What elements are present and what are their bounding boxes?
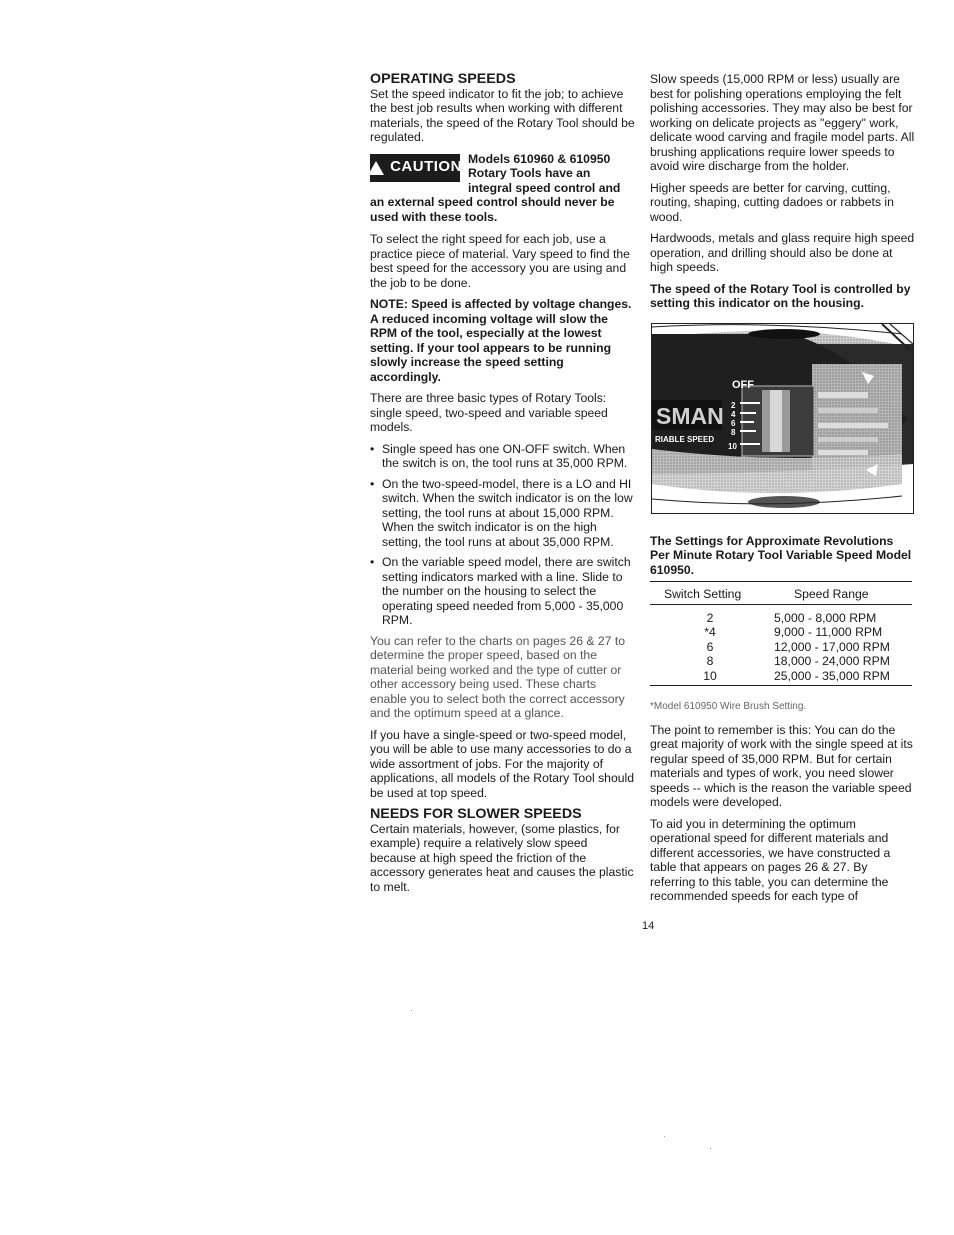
table-row [650, 654, 912, 669]
scale-number: 6 [731, 418, 736, 428]
switch-setting-cell: *4 [704, 625, 716, 639]
switch-setting-cell: 10 [650, 669, 770, 686]
select-speed-paragraph: To select the right speed for each job, use a practice piece of material. Vary speed to find the best speed for the accessory you are using and the job to be done. [370, 232, 630, 290]
charts-paragraph: You can refer to the charts on pages 26 & 27 to determine the proper speed, based on the material being worked and the type of cutter or other accessory being used. These charts enable you to select both the correct accessory and the optimum speed at a glance. [370, 633, 625, 720]
table-header-speed: Speed Range [770, 582, 912, 605]
caution-block [370, 152, 635, 233]
speed-range-cell: 18,000 - 24,000 RPM [774, 654, 890, 668]
speed-control-paragraph: The speed of the Rotary Tool is controlled by setting this indicator on the housing. [650, 281, 911, 310]
scale-number: 10 [728, 441, 737, 451]
speed-range-cell: 5,000 - 8,000 RPM [774, 610, 877, 625]
tool-types-paragraph: There are three basic types of Rotary Tools: single speed, two-speed and variable speed models. [370, 391, 608, 434]
table-row [650, 604, 912, 625]
switch-setting-cell: 6 [706, 639, 714, 654]
warning-triangle-icon [370, 161, 384, 175]
slow-speeds-paragraph: Slow speeds (15,000 RPM or less) usually are best for polishing operations employing the felt polishing accessories. They may also be best for working on delicate projects as "eggery" work, delicate wood carving and fragile model parts. All brushing applications require lower speeds to avoid wire discharge from the holder. [650, 72, 915, 173]
intro-paragraph: Set the speed indicator to fit the job; to achieve the best job results when working with different materials, the speed of the Rotary Tool should be regulated. [370, 86, 635, 144]
page-number: 14 [642, 920, 655, 932]
brand-text: SMAN [656, 402, 724, 429]
scan-speck [710, 1148, 711, 1149]
caution-label: CAUTION [390, 158, 462, 176]
higher-speeds-paragraph: Higher speeds are better for carving, cutting, routing, shaping, cutting dadoes or rabbets in wood. [650, 180, 894, 224]
table-header-switch: Switch Setting [650, 582, 770, 605]
table-row [650, 669, 912, 686]
caution-badge [370, 154, 460, 182]
scale-number: 8 [731, 427, 736, 437]
speed-indicator-photo [651, 323, 914, 514]
left-column [370, 72, 635, 901]
list-item: • On the two-speed-model, there is a LO and HI switch. When the switch indicator is on the low setting, the tool runs at about 15,000 RPM. When the switch indicator is on the high setting, the tool runs at about 35,000 RPM. [370, 477, 635, 550]
slower-speeds-paragraph: Certain materials, however, (some plastics, for example) require a relatively slow speed because at high speed the friction of the accessory generates heat and causes the plastic to melt. [370, 821, 634, 894]
off-label: OFF [732, 378, 754, 391]
table-footnote: *Model 610950 Wire Brush Setting. [650, 701, 807, 712]
voltage-note: NOTE: Speed is affected by voltage changes. A reduced incoming voltage will slow the RPM of the tool, especially at the lowest setting. If your tool appears to be running slowly increase the speed setting accordingly. [370, 297, 632, 384]
scale-number: 2 [731, 400, 736, 410]
caution-text: Models 610960 & 610950 Rotary Tools have an integral speed control and an external speed control should never be used with these tools. [370, 151, 621, 224]
switch-setting-cell: 2 [706, 610, 714, 625]
table-caption: The Settings for Approximate Revolutions Per Minute Rotary Tool Variable Speed Model 610950. [650, 533, 912, 577]
list-item: • On the variable speed model, there are switch setting indicators marked with a line. Slide to the number on the housing to select the operating speed needed from 5,000 - 35,000 RPM. [370, 555, 635, 628]
speed-range-cell: 12,000 - 17,000 RPM [774, 639, 890, 654]
right-column [650, 72, 915, 911]
hardwoods-paragraph: Hardwoods, metals and glass require high speed operation, and drilling should also be done at high speeds. [650, 231, 915, 274]
single-speed-paragraph: If you have a single-speed or two-speed model, you will be able to use many accessories to do a wide assortment of jobs. For the majority of applications, all models of the Rotary Tool should be used at top speed. [370, 727, 634, 800]
slower-speeds-heading: NEEDS FOR SLOWER SPEEDS [370, 806, 582, 822]
switch-setting-cell: 8 [706, 654, 714, 668]
table-row [650, 625, 912, 640]
tool-types-list [370, 442, 635, 628]
speed-range-cell: 25,000 - 35,000 RPM [770, 669, 912, 686]
table-row [650, 640, 912, 655]
list-item: • Single speed has one ON-OFF switch. When the switch is on, the tool runs at 35,000 RPM. [370, 442, 635, 471]
tool-housing-illustration [652, 324, 913, 513]
variable-speed-text: RIABLE SPEED [655, 434, 715, 444]
scan-speck [664, 1136, 665, 1137]
speed-table [650, 581, 912, 686]
point-paragraph: The point to remember is this: You can do the great majority of work with the single speed at its regular speed of 35,000 RPM. But for certain materials and types of work, you need slower speeds -- which is the reason the variable speed models were developed. [650, 722, 913, 809]
operating-speeds-heading: OPERATING SPEEDS [370, 71, 516, 87]
speed-range-cell: 9,000 - 11,000 RPM [774, 625, 883, 639]
aid-paragraph: To aid you in determining the optimum operational speed for different materials and different accessories, we have constructed a table that appears on pages 26 & 27. By referring to this table, you can determine the recommended speeds for each type of [650, 816, 891, 903]
scan-speck [411, 1010, 412, 1011]
scale-number: 4 [731, 409, 736, 419]
